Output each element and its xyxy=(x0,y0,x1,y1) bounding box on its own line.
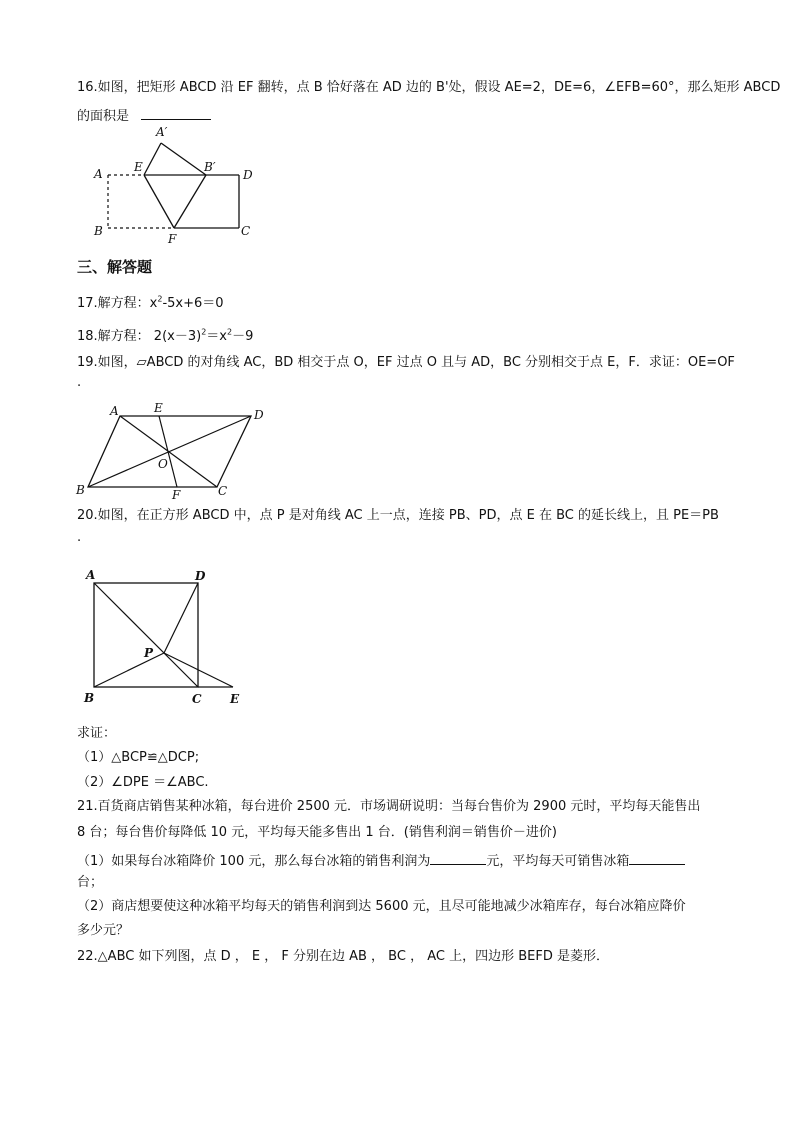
q19-label-D: D xyxy=(254,408,264,422)
q16-text-line2 xyxy=(77,105,211,126)
q19-diagonal-BD xyxy=(88,416,251,487)
q18-text-mid: ＝x xyxy=(206,329,227,344)
q17-text xyxy=(77,295,224,313)
q19-label-C: C xyxy=(218,484,228,498)
q19-label-F: F xyxy=(172,488,181,502)
q20-label-B: B xyxy=(84,691,95,705)
q16-text-line2-label: 的面积是 xyxy=(77,109,130,124)
q21-text-line4: 台； xyxy=(77,875,104,890)
q16-label-C: C xyxy=(241,224,251,238)
q20-segment-PD xyxy=(164,583,198,653)
q16-label-E: E xyxy=(134,160,143,174)
q18-text-pre: 18.解方程： 2(x－3) xyxy=(77,329,202,344)
q16-edge-EF xyxy=(144,175,174,228)
q18-exponent-1: 2 xyxy=(201,327,207,337)
q19-label-O: O xyxy=(158,457,168,471)
q20-square-figure xyxy=(80,562,250,710)
q16-answer-blank xyxy=(141,105,211,120)
q22-text-line1: 22.△ABC 如下列图，点 D ， E ， F 分别在边 AB ， BC ， AC 上，四边形 BEFD 是菱形． xyxy=(77,949,609,964)
q16-label-B1: B′ xyxy=(204,160,216,174)
q17-exponent: 2 xyxy=(157,294,163,304)
q20-label-E: E xyxy=(230,692,240,706)
q19-text-line2: . xyxy=(77,375,82,390)
q16-label-D: D xyxy=(243,168,253,182)
q17-text-pre: 17.解方程：x xyxy=(77,296,158,311)
q21-text-line6: 多少元？ xyxy=(77,923,130,938)
q21-text-line1: 21.百货商店销售某种冰箱，每台进价 2500 元．市场调研说明：当每台售价为 2900 元时，平均每天能售出 xyxy=(77,799,701,814)
q17-text-post: -5x+6＝0 xyxy=(162,296,224,311)
q20-text-line2: . xyxy=(77,530,82,545)
q16-text-line1: 16.如图，把矩形 ABCD 沿 EF 翻转，点 B 恰好落在 AD 边的 B'处，假设 AE=2，DE=6，∠EFB=60°，那么矩形 ABCD xyxy=(77,80,781,95)
q16-edge-EA1 xyxy=(144,143,161,175)
q20-prove-label: 求证： xyxy=(77,726,117,741)
q21-profit-blank xyxy=(430,850,486,865)
q20-segment-PB xyxy=(94,653,164,687)
q21-quantity-blank xyxy=(629,850,685,865)
q20-diagonal-AC xyxy=(94,583,198,687)
q16-label-B: B xyxy=(94,224,103,238)
q21-text-line2: 8 台；每台售价每降低 10 元，平均每天能多售出 1 台．(销售利润＝销售价－进价) xyxy=(77,825,557,840)
q19-label-B: B xyxy=(76,483,85,497)
q20-label-C: C xyxy=(192,692,202,706)
q20-label-A: A xyxy=(86,568,96,582)
q20-part2: （2）∠DPE ＝∠ABC. xyxy=(77,775,209,790)
section-heading: 三、解答题 xyxy=(77,258,153,276)
q19-parallelogram-figure xyxy=(70,398,280,504)
q18-text-post: －9 xyxy=(232,329,254,344)
q18-exponent-2: 2 xyxy=(226,327,233,337)
q21-text-line5: （2）商店想要使这种冰箱平均每天的销售利润到达 5600 元，且尽可能地减少冰箱库存，每台冰箱应降价 xyxy=(77,899,686,914)
q16-label-A1: A′ xyxy=(156,125,168,139)
q16-edge-FB1 xyxy=(174,175,206,228)
q18-text xyxy=(77,328,253,346)
q19-label-E: E xyxy=(154,401,163,415)
q16-rectangle-figure xyxy=(88,124,268,246)
q19-label-A: A xyxy=(110,404,119,418)
q19-text-line1: 19.如图，▱ABCD 的对角线 AC，BD 相交于点 O，EF 过点 O 且与 AD，BC 分别相交于点 E，F．求证：OE=OF xyxy=(77,355,735,370)
q20-part1: （1）△BCP≌△DCP; xyxy=(77,750,200,765)
q20-label-D: D xyxy=(195,569,206,583)
q20-label-P: P xyxy=(144,646,154,660)
q21-text-line3-part2: 元，平均每天可销售冰箱 xyxy=(486,854,630,869)
q16-label-F: F xyxy=(168,232,177,246)
q20-text-line1: 20.如图，在正方形 ABCD 中，点 P 是对角线 AC 上一点，连接 PB、PD，点 E 在 BC 的延长线上，且 PE＝PB xyxy=(77,508,719,523)
q21-text-line3 xyxy=(77,850,685,871)
q16-label-A: A xyxy=(94,167,103,181)
q21-text-line3-part1: （1）如果每台冰箱降价 100 元，那么每台冰箱的销售利润为 xyxy=(77,854,431,869)
q19-segment-EF xyxy=(159,416,177,487)
q16-edge-A1B1 xyxy=(161,143,206,175)
